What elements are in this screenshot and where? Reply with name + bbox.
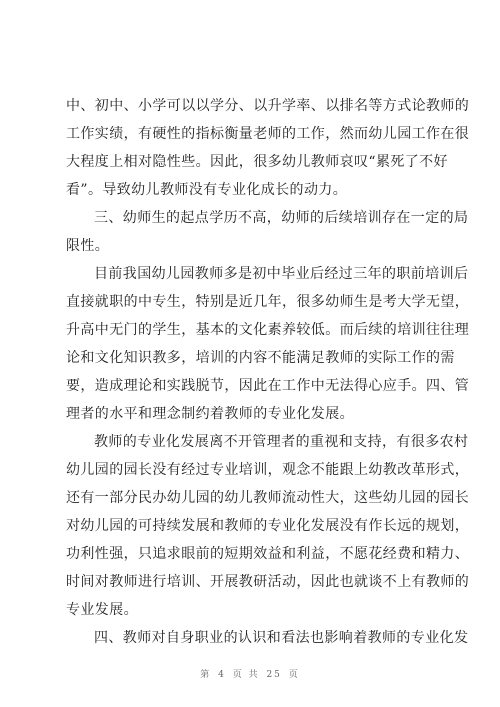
text-line: 对幼儿园的可持续发展和教师的专业化发展没有作长远的规划， — [66, 518, 470, 534]
text-line: 目前我国幼儿园教师多是初中毕业后经过三年的职前培训后 — [94, 266, 469, 282]
text-line: 直接就职的中专生，特别是近几年，很多幼师生是考大学无望， — [66, 294, 470, 310]
total-pages-number: 25 — [266, 670, 282, 680]
document-body — [66, 92, 470, 652]
text-line: 三、幼师生的起点学历不高，幼师的后续培训存在一定的局 — [94, 210, 469, 226]
text-line: 专业发展。 — [66, 602, 138, 618]
text-line: 教师的专业化发展离不开管理者的重视和支持，有很多农村 — [94, 434, 469, 450]
page-label-prefix: 第 — [200, 670, 212, 680]
text-line: 中、初中、小学可以以学分、以升学率、以排名等方式论教师的 — [66, 98, 470, 114]
text-line: 功利性强，只追求眼前的短期效益和利益，不愿花经费和精力、 — [66, 546, 470, 562]
text-line: 理者的水平和理念制约着教师的专业化发展。 — [66, 406, 354, 422]
text-line: 看”。导致幼儿教师没有专业化成长的动力。 — [66, 182, 348, 198]
text-line: 工作实绩，有硬性的指标衡量老师的工作，然而幼儿园工作在很 — [66, 126, 470, 142]
section-heading — [66, 204, 469, 260]
section-heading — [66, 624, 469, 652]
text-line: 四、教师对自身职业的认识和看法也影响着教师的专业化发 — [94, 630, 469, 646]
page-label-suffix: 页 — [288, 670, 300, 680]
text-line: 大程度上相对隐性些。因此，很多幼儿教师哀叹“累死了不好 — [66, 154, 448, 170]
text-line: 还有一部分民办幼儿园的幼儿教师流动性大，这些幼儿园的园长 — [66, 490, 470, 506]
text-line: 要，造成理论和实践脱节，因此在工作中无法得心应手。四、管 — [66, 378, 470, 394]
text-line: 升高中无门的学生，基本的文化素养较低。而后续的培训往往理 — [66, 322, 470, 338]
page-label-mid: 页 共 — [232, 670, 260, 680]
text-line: 限性。 — [66, 238, 110, 254]
text-line: 幼儿园的园长没有经过专业培训，观念不能跟上幼教改革形式， — [66, 462, 470, 478]
paragraph — [66, 428, 470, 624]
text-line: 时间对教师进行培训、开展教研活动，因此也就谈不上有教师的 — [66, 574, 470, 590]
current-page-number: 4 — [218, 670, 226, 680]
text-line: 论和文化知识教多，培训的内容不能满足教师的实际工作的需 — [66, 350, 455, 366]
page-footer — [0, 667, 500, 680]
paragraph — [66, 92, 470, 204]
paragraph — [66, 260, 470, 428]
